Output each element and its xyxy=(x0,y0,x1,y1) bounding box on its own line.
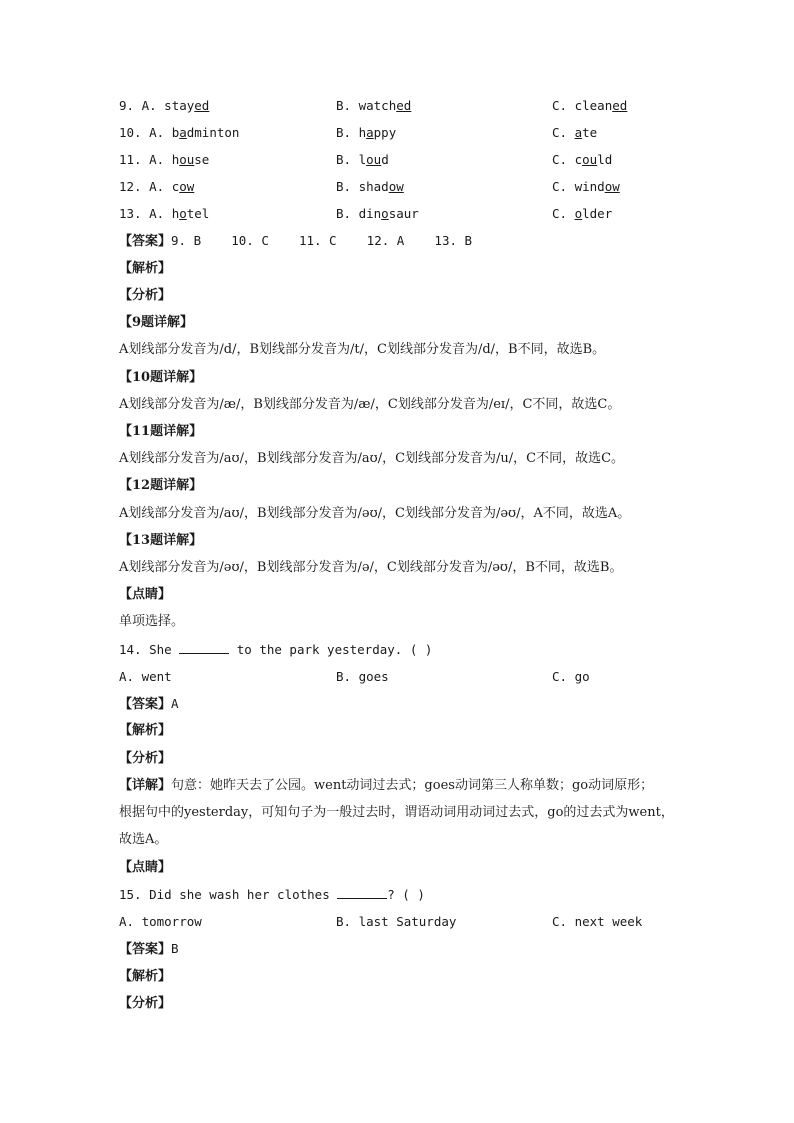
option-b: B. dinosaur xyxy=(336,206,419,221)
option-b: B. shadow xyxy=(336,179,404,194)
option-a: 13. A. hotel xyxy=(119,206,210,221)
section-jiexi: 【解析】 xyxy=(119,261,172,276)
question-14-detail-3: 故选A。 xyxy=(119,832,168,847)
option-b: B. happy xyxy=(336,125,397,140)
section-fenxi-14: 【分析】 xyxy=(119,751,172,766)
detail-text-10: A划线部分发音为/æ/，B划线部分发音为/æ/，C划线部分发音为/eɪ/，C不同，故选C。 xyxy=(119,397,621,412)
question-14-detail-2: 根据句中的yesterday，可知句子为一般过去时，谓语动词用动词过去式，go的过去式为went， xyxy=(119,805,674,820)
detail-text-9: A划线部分发音为/d/，B划线部分发音为/t/，C划线部分发音为/d/，B不同，故选B。 xyxy=(119,342,606,357)
section-dianjing: 【点睛】 xyxy=(119,587,172,602)
option-c: C. next week xyxy=(552,914,643,929)
answer-line: 【答案】9. B 10. C 11. C 12. A 13. B xyxy=(119,233,473,249)
question-15-answer: 【答案】B xyxy=(119,941,179,957)
option-a: A. went xyxy=(119,669,172,684)
option-a: A. tomorrow xyxy=(119,914,202,929)
question-14-answer: 【答案】A xyxy=(119,696,179,712)
option-c: C. could xyxy=(552,152,613,167)
option-a: 10. A. badminton xyxy=(119,125,240,140)
detail-text-12: A划线部分发音为/aʊ/，B划线部分发音为/əʊ/，C划线部分发音为/əʊ/，A不同，故选A。 xyxy=(119,506,631,521)
section-jiexi-14: 【解析】 xyxy=(119,723,172,738)
option-b: B. goes xyxy=(336,669,389,684)
option-c: C. older xyxy=(552,206,613,221)
detail-title-13: 【13题详解】 xyxy=(119,533,203,548)
detail-title-11: 【11题详解】 xyxy=(119,424,203,439)
option-b: B. watched xyxy=(336,98,412,113)
option-c: C. window xyxy=(552,179,620,194)
question-14-stem: 14. She to the park yesterday. ( ) xyxy=(119,642,433,657)
question-14-detail-1: 【详解】句意：她昨天去了公园。went动词过去式；goes动词第三人称单数；go动词原形； xyxy=(119,778,654,793)
answer-blank xyxy=(337,886,387,899)
section-dianjing-14: 【点睛】 xyxy=(119,860,172,875)
section-fenxi-15: 【分析】 xyxy=(119,996,172,1011)
option-c: C. ate xyxy=(552,125,598,140)
option-b: B. last Saturday xyxy=(336,914,457,929)
option-c: C. cleaned xyxy=(552,98,628,113)
question-15-stem: 15. Did she wash her clothes ? ( ) xyxy=(119,887,425,902)
option-a: 11. A. house xyxy=(119,152,210,167)
detail-title-12: 【12题详解】 xyxy=(119,478,203,493)
answer-blank xyxy=(179,641,229,654)
detail-text-11: A划线部分发音为/aʊ/，B划线部分发音为/aʊ/，C划线部分发音为/u/，C不同，故选C。 xyxy=(119,451,625,466)
section-jiexi-15: 【解析】 xyxy=(119,969,172,984)
section-fenxi: 【分析】 xyxy=(119,288,172,303)
option-a: 9. A. stayed xyxy=(119,98,210,113)
option-a: 12. A. cow xyxy=(119,179,195,194)
detail-text-13: A划线部分发音为/əʊ/，B划线部分发音为/ə/，C划线部分发音为/əʊ/，B不同，故选B。 xyxy=(119,560,623,575)
detail-title-10: 【10题详解】 xyxy=(119,370,203,385)
option-c: C. go xyxy=(552,669,590,684)
detail-title-9: 【9题详解】 xyxy=(119,315,194,330)
dianjing-text: 单项选择。 xyxy=(119,614,185,629)
option-b: B. loud xyxy=(336,152,389,167)
